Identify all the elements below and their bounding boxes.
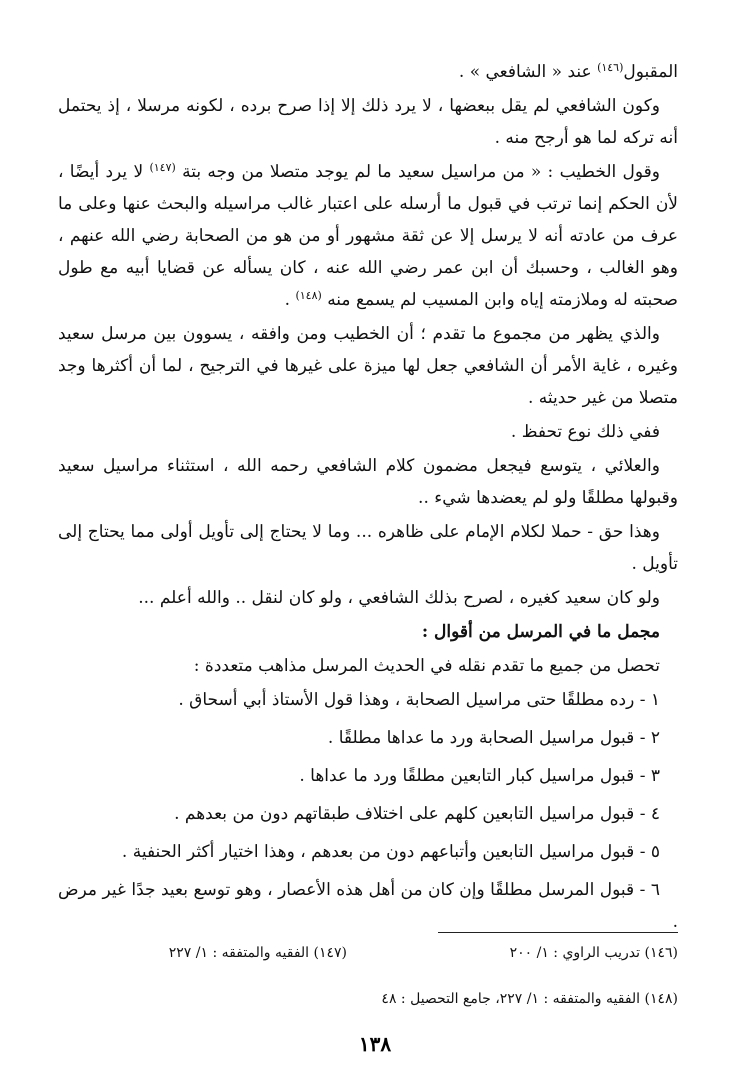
paragraph: وهذا حق - حملا لكلام الإمام على ظاهره ... وما لا يحتاج إلى تأويل أولى مما يحتاج إلى تأويل . bbox=[58, 522, 678, 574]
list-item: ٢ - قبول مراسيل الصحابة ورد ما عداها مطلقًا . bbox=[327, 728, 660, 748]
paragraph: والعلائي ، يتوسع فيجعل مضمون كلام الشافعي رحمه الله ، استثناء مراسيل سعيد وقبولها مطلقًا ولو لم يعضدها شيء .. bbox=[58, 456, 678, 508]
positions-list bbox=[58, 684, 678, 938]
footnote-ref: (١٤٦) bbox=[597, 61, 624, 74]
footnote-ref: (١٤٧) bbox=[149, 161, 176, 174]
paragraph: وكون الشافعي لم يقل ببعضها ، لا يرد ذلك إلا إذا صرح برده ، لكونه مرسلا ، إذ يحتمل أنه تركه لما هو أرجح منه . bbox=[58, 96, 678, 148]
list-item: ٥ - قبول مراسيل التابعين وأتباعهم دون من بعدهم ، وهذا اختيار أكثر الحنفية . bbox=[121, 842, 660, 862]
paragraph: وقول الخطيب : « من مراسيل سعيد ما لم يوجد متصلا من وجه بتة $^{(١٤٧)}$ لا يرد أيضًا ، لأن الحكم إنما ترتب في قبول ما أرسله على اعتبار غالب مراسيله والبحث عنها وعلى ما عرف من عادته أنه لا يرسل إلا عن ثقة مشهور أو من هو من الصحابة رضي الله عنهم ، وهو الغالب ، وحسبك أن ابن عمر رضي الله عنه ، كان يسأله عن قضايا أبيه مع طول صحبته له وملازمته إياه وابن المسيب لم يسمع منه $^{(١٤٨)}$ . bbox=[58, 161, 678, 310]
list-item: ٣ - قبول مراسيل كبار التابعين مطلقًا ورد ما عداها . bbox=[299, 766, 660, 786]
paragraph: والذي يظهر من مجموع ما تقدم ؛ أن الخطيب ومن وافقه ، يسوون بين مرسل سعيد وغيره ، غاية الأمر أن الشافعي جعل لها ميزة على غيرها في الترجيح ، لما أن أكثرها وجد متصلا من غير حديثه . bbox=[58, 324, 678, 408]
footnote-divider bbox=[438, 932, 678, 933]
footnote-147: (١٤٧) الفقيه والمتفقه : ١/ ٢٢٧ bbox=[168, 945, 347, 961]
page-number: ١٣٨ bbox=[358, 1032, 392, 1056]
paragraph: ولو كان سعيد كغيره ، لصرح بذلك الشافعي ، ولو كان لنقل .. والله أعلم ... bbox=[138, 588, 660, 608]
list-item: ٤ - قبول مراسيل التابعين كلهم على اختلاف طبقاتهم دون من بعدهم . bbox=[174, 804, 660, 824]
paragraph: ففي ذلك نوع تحفظ . bbox=[510, 422, 660, 442]
list-item: ١ - رده مطلقًا حتى مراسيل الصحابة ، وهذا قول الأستاذ أبي أسحاق . bbox=[178, 690, 660, 710]
footnote-ref: (١٤٨) bbox=[295, 289, 322, 302]
section-heading: مجمل ما في المرسل من أقوال : bbox=[421, 622, 660, 642]
intro-line: تحصل من جميع ما تقدم نقله في الحديث المرسل مذاهب متعددة : bbox=[193, 656, 660, 676]
footnote-148: (١٤٨) الفقيه والمتفقه : ١/ ٢٢٧، جامع التحصيل : ٤٨ bbox=[381, 991, 678, 1007]
list-item: ٦ - قبول المرسل مطلقًا وإن كان من أهل هذه الأعصار ، وهو توسع بعيد جدًا غير مرض . bbox=[58, 880, 678, 932]
paragraph: المقبول$^{(١٤٦)}$ عند « الشافعي » . bbox=[458, 61, 678, 82]
footnote-146: (١٤٦) تدريب الراوي : ١/ ٢٠٠ bbox=[509, 945, 678, 961]
page-body bbox=[58, 56, 678, 944]
